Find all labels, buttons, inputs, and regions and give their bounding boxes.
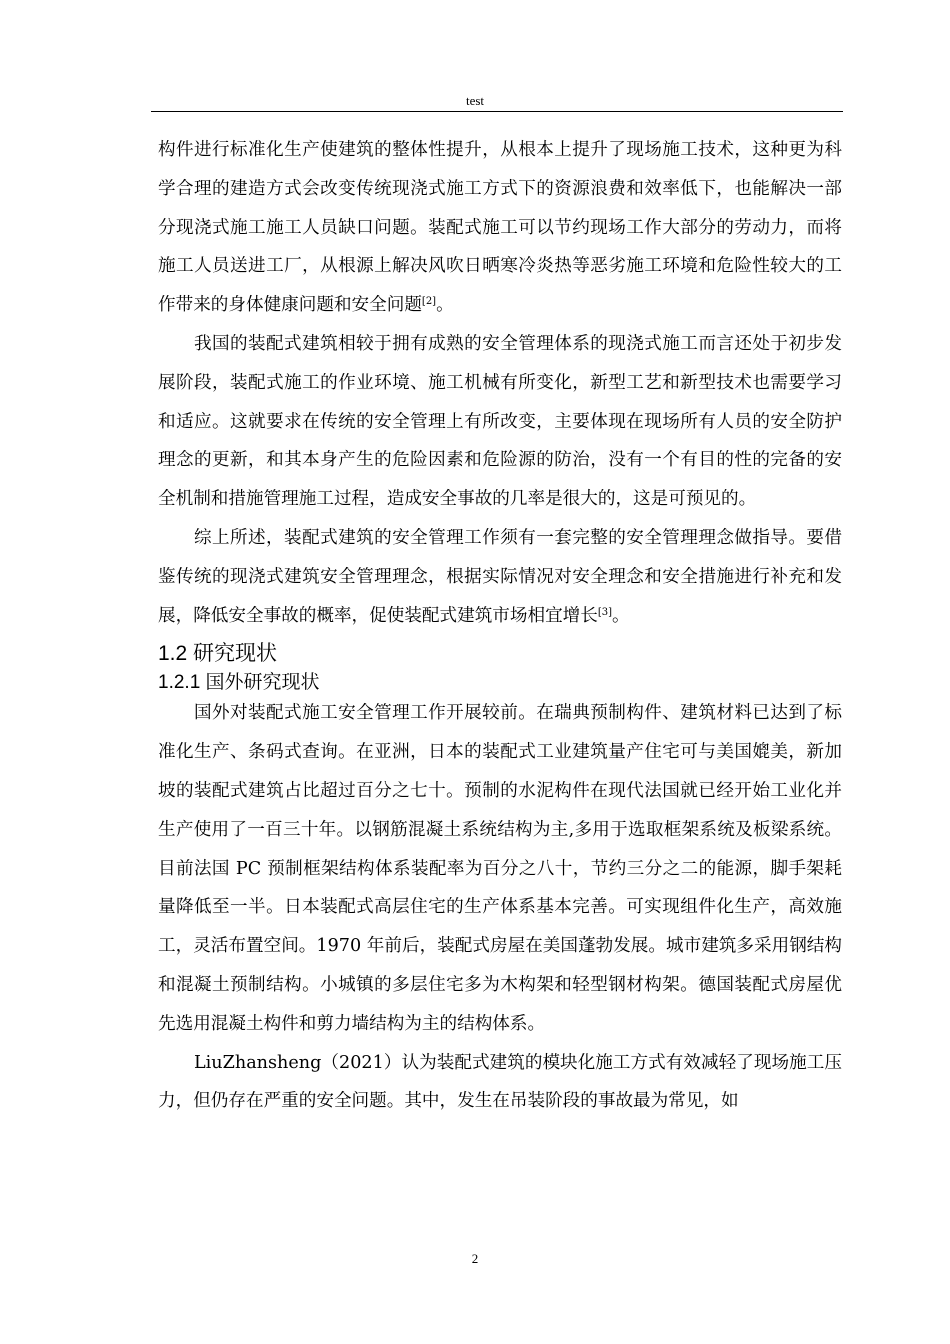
page-number: 2 (471, 1251, 479, 1266)
paragraph-2: 我国的装配式建筑相较于拥有成熟的安全管理体系的现浇式施工而言还处于初步发展阶段，装配式施工的作业环境、施工机械有所变化，新型工艺和新型技术也需要学习和适应。这就要求在传统的安全管理上有所改变，主要体现在现场所有人员的安全防护理念的更新，和其本身产生的危险因素和危险源的防治，没有一个有目的性的完备的安全机制和措施管理施工过程，造成安全事故的几率是很大的，这是可预见的。 (158, 333, 842, 510)
citation-2[interactable]: [2] (421, 296, 437, 308)
header-rule (151, 111, 843, 112)
body-text (158, 131, 842, 1121)
paragraph-3-end: 。 (612, 605, 630, 626)
paragraph-5: LiuZhansheng（2021）认为装配式建筑的模块化施工方式有效减轻了现场施工压力，但仍存在严重的安全问题。其中，发生在吊装阶段的事故最为常见，如 (158, 1052, 842, 1112)
subsection-heading-1-2-1: 1.2.1 国外研究现状 (158, 672, 320, 694)
page-header-title: test (465, 93, 485, 108)
paragraph-1-text: 构件进行标准化生产使建筑的整体性提升，从根本上提升了现场施工技术，这种更为科学合理的建造方式会改变传统现浇式施工方式下的资源浪费和效率低下，也能解决一部分现浇式施工施工人员缺口问题。装配式施工可以节约现场工作大部分的劳动力，而将施工人员送进工厂，从根源上解决风吹日晒寒冷炎热等恶劣施工环境和危险性较大的工作带来的身体健康问题和安全问题 (158, 140, 842, 316)
paragraph-1 (158, 131, 842, 325)
paragraph-3-text: 综上所述，装配式建筑的安全管理工作须有一套完整的安全管理理念做指导。要借鉴传统的现浇式建筑安全管理理念，根据实际情况对安全理念和安全措施进行补充和发展，降低安全事故的概率，促使装配式建筑市场相宜增长 (158, 527, 842, 626)
paragraph-3 (158, 519, 842, 635)
paragraph-4: 国外对装配式施工安全管理工作开展较前。在瑞典预制构件、建筑材料已达到了标准化生产、条码式查询。在亚洲，日本的装配式工业建筑量产住宅可与美国媲美，新加坡的装配式建筑占比超过百分之七十。预制的水泥构件在现代法国就已经开始工业化并生产使用了一百三十年。以钢筋混凝土系统结构为主,多用于选取框架系统及板梁系统。目前法国 PC 预制框架结构体系装配率为百分之八十，节约三分之二的能源，脚手架耗量降低至一半。日本装配式高层住宅的生产体系基本完善。可实现组件化生产，高效施工，灵活布置空间。1970 年前后，装配式房屋在美国蓬勃发展。城市建筑多采用钢结构和混凝土预制结构。小城镇的多层住宅多为木构架和轻型钢材构架。德国装配式房屋优先选用混凝土构件和剪力墙结构为主的结构体系。 (158, 703, 842, 1034)
paragraph-1-end: 。 (436, 295, 454, 316)
citation-3[interactable]: [3] (597, 606, 613, 618)
section-heading-1-2: 1.2 研究现状 (158, 642, 278, 666)
